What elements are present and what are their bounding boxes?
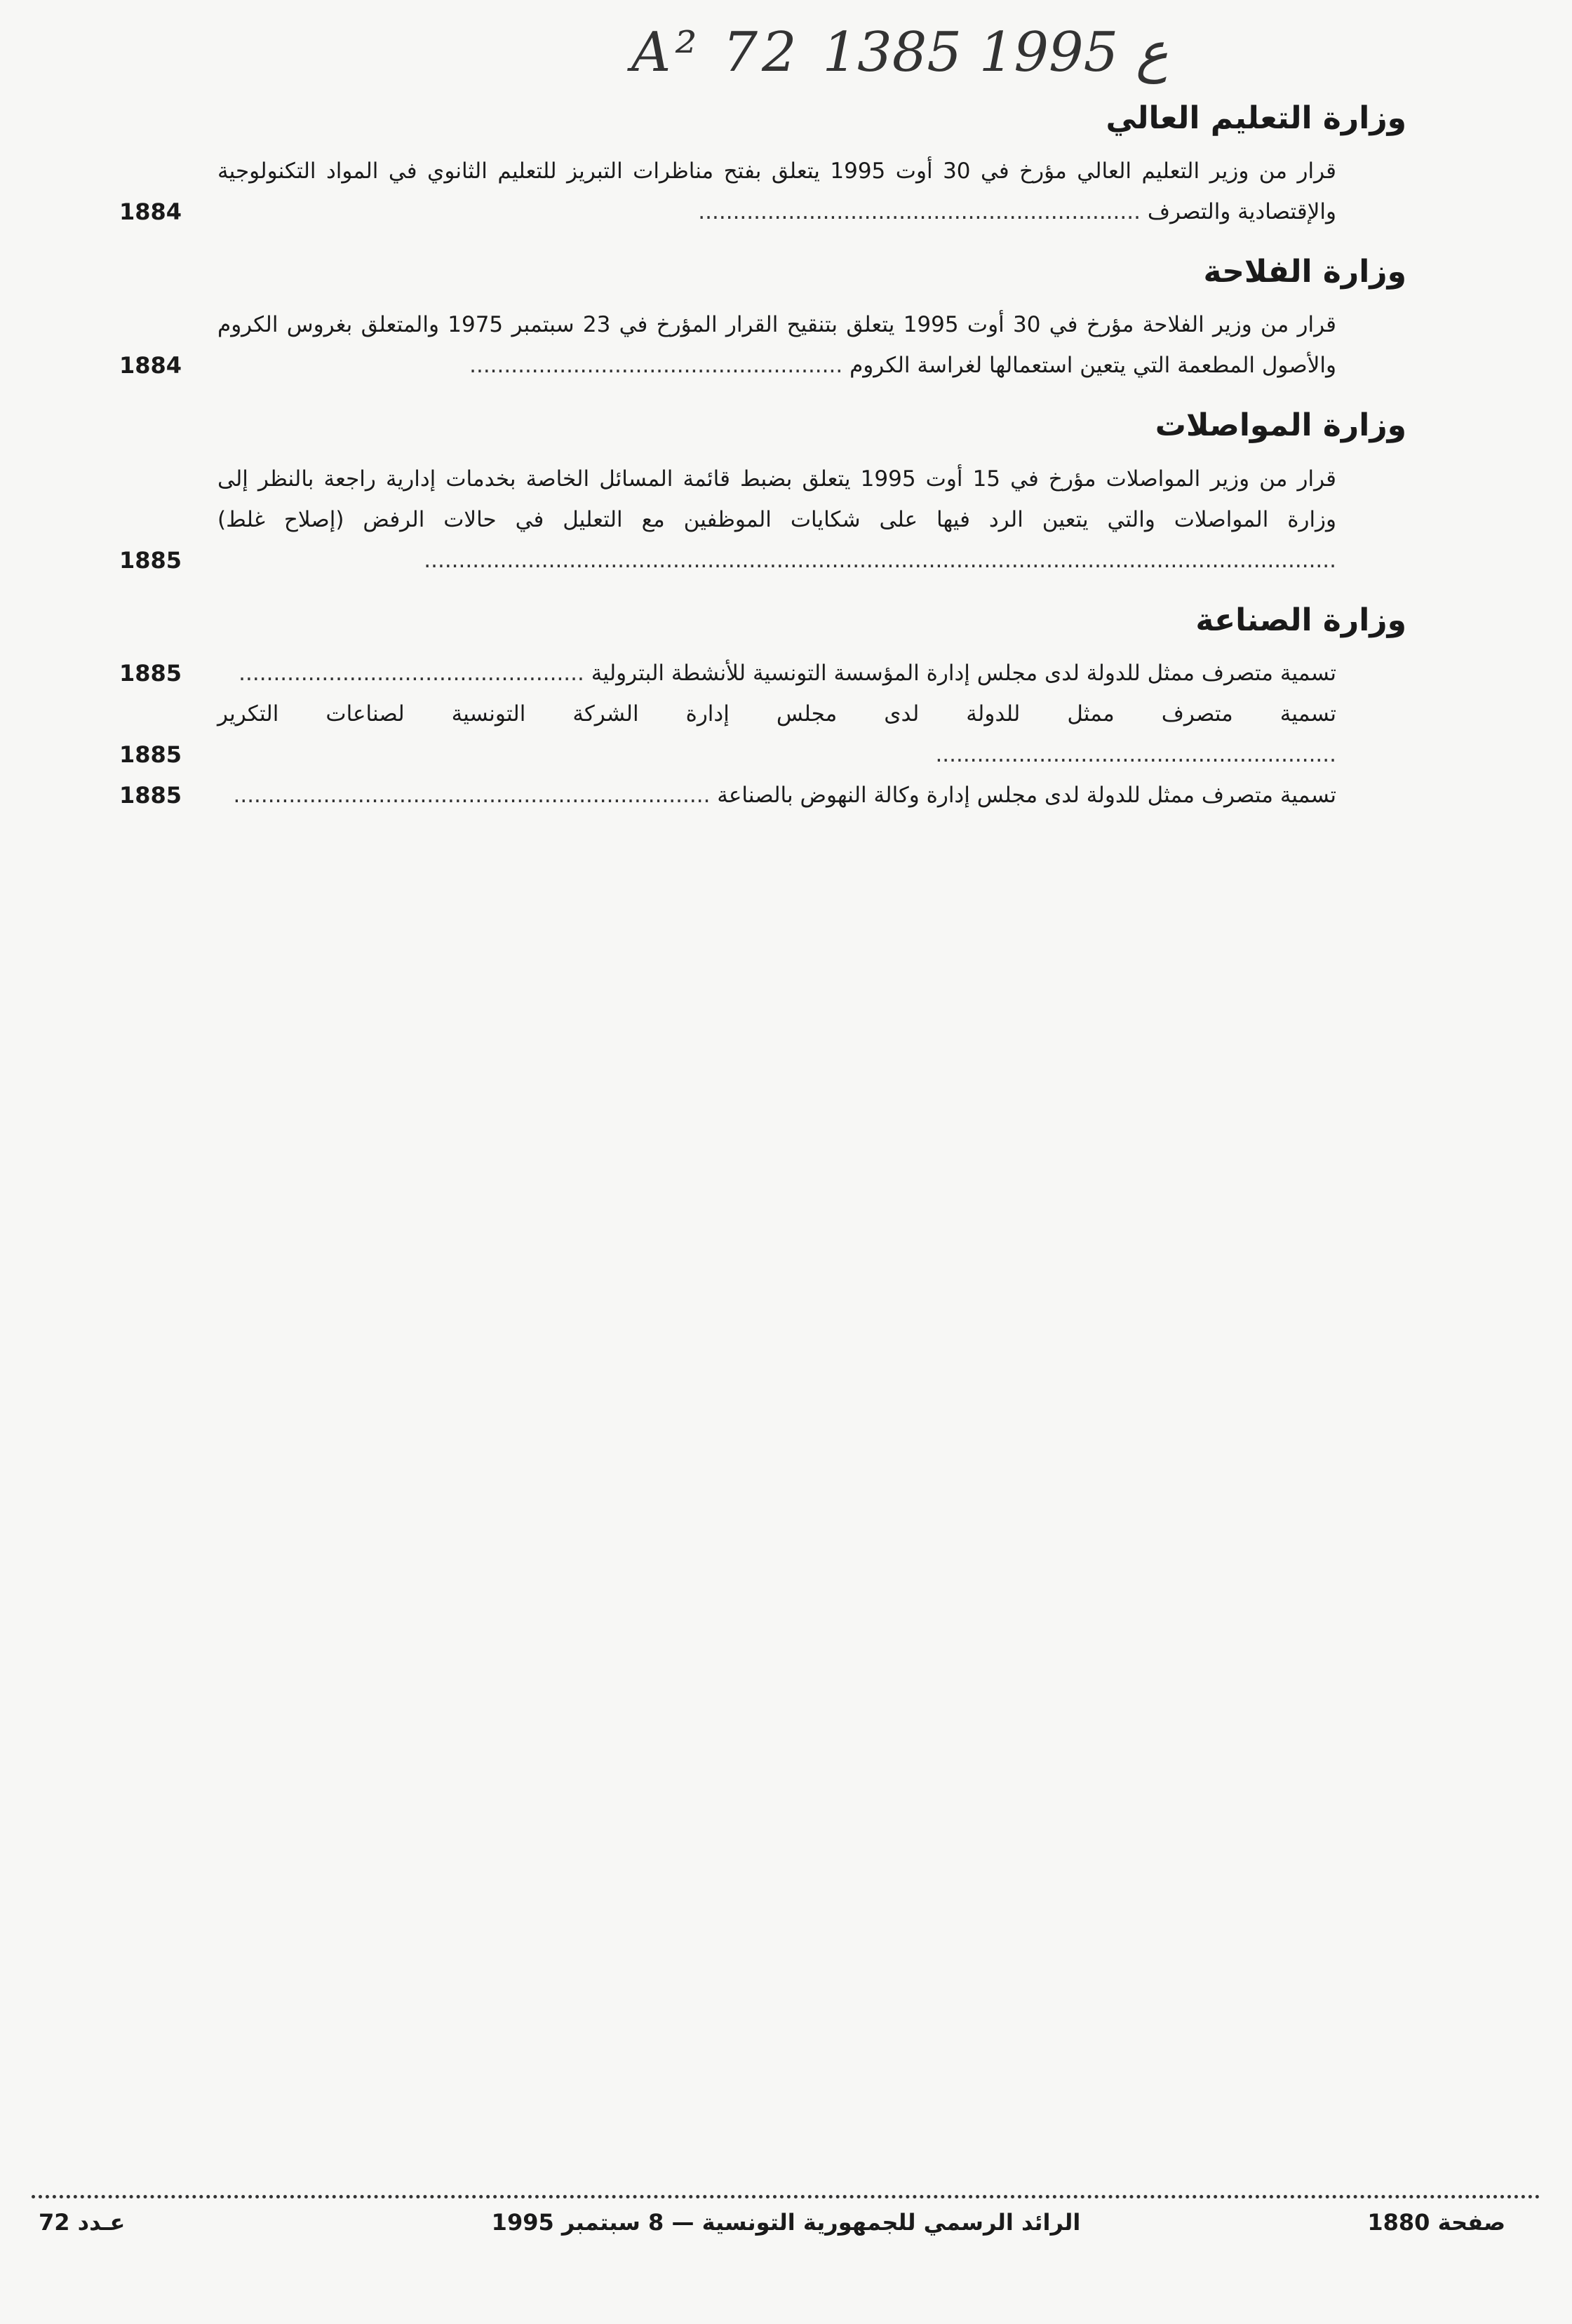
section-higher-education — [119, 98, 1406, 232]
ministry-heading: وزارة الصناعة — [1195, 602, 1406, 638]
entry-text: قرار من وزير المواصلات مؤرخ في 15 أوت 1995 يتعلق بضبط قائمة المسائل الخاصة بخدمات إدارية راجعة بالنظر إلى وزارة المواصلات والتي يتعين الرد فيها على شكايات الموظفين مع التعليل في حالات الرفض (إصلاح غلط) — [217, 466, 1337, 532]
entry-text: تسمية متصرف ممثل للدولة لدى مجلس إدارة الشركة التونسية لصناعات التكرير — [217, 701, 1336, 727]
page-number: 1884 — [119, 352, 182, 379]
section-agriculture — [119, 252, 1406, 386]
toc-entry — [119, 694, 1336, 775]
page-footer — [32, 2209, 1540, 2251]
toc-entry — [119, 775, 1336, 816]
footer-divider — [32, 2195, 1540, 2198]
page-number: 1885 — [119, 659, 182, 687]
page-number: 1885 — [119, 741, 182, 768]
toc-entry — [119, 459, 1336, 581]
entry-text: قرار من وزير الفلاحة مؤرخ في 30 أوت 1995 يتعلق بتنقيح القرار المؤرخ في 23 سبتمبر 1975 والمتعلق بغروس الكروم والأصول المطعمة التي يتعين استعمالها لغراسة الكروم — [217, 312, 1337, 379]
toc-entry — [119, 653, 1336, 694]
entry-text: تسمية متصرف ممثل للدولة لدى مجلس إدارة المؤسسة التونسية للأنشطة البترولية — [591, 660, 1336, 686]
leader-dots: .................................................................................................................................... — [424, 547, 1336, 573]
ministry-heading: وزارة الفلاحة — [1203, 254, 1406, 290]
leader-dots: .......................................................... — [935, 741, 1336, 767]
table-of-contents — [119, 98, 1406, 835]
page-number: 1884 — [119, 198, 182, 226]
entry-text: تسمية متصرف ممثل للدولة لدى مجلس إدارة وكالة النهوض بالصناعة — [717, 782, 1336, 808]
leader-dots: ...................................................... — [469, 353, 843, 379]
footer-page-label: صفحة 1880 — [1367, 2209, 1505, 2236]
ministry-heading: وزارة التعليم العالي — [1106, 100, 1406, 136]
section-communications — [119, 405, 1406, 580]
ministry-heading: وزارة المواصلات — [1155, 407, 1406, 444]
toc-entry — [119, 304, 1336, 386]
footer-title: الرائد الرسمي للجمهورية التونسية — 8 سبتمبر 1995 — [491, 2209, 1081, 2236]
section-industry — [119, 600, 1406, 816]
handwritten-annotation: A² 72 ع 1995 1385 — [631, 21, 1169, 84]
leader-dots: ..................................................................... — [233, 782, 711, 808]
toc-entry — [119, 151, 1336, 232]
entry-text: قرار من وزير التعليم العالي مؤرخ في 30 أوت 1995 يتعلق بفتح مناظرات التبريز للتعليم الثانوي في المواد التكنولوجية والإقتصادية والتصرف — [217, 158, 1336, 225]
leader-dots: .................................................. — [239, 660, 584, 686]
page-number: 1885 — [119, 781, 182, 809]
page-number: 1885 — [119, 546, 182, 574]
footer-issue: عـدد 72 — [39, 2209, 126, 2236]
leader-dots: ................................................................ — [698, 199, 1141, 225]
